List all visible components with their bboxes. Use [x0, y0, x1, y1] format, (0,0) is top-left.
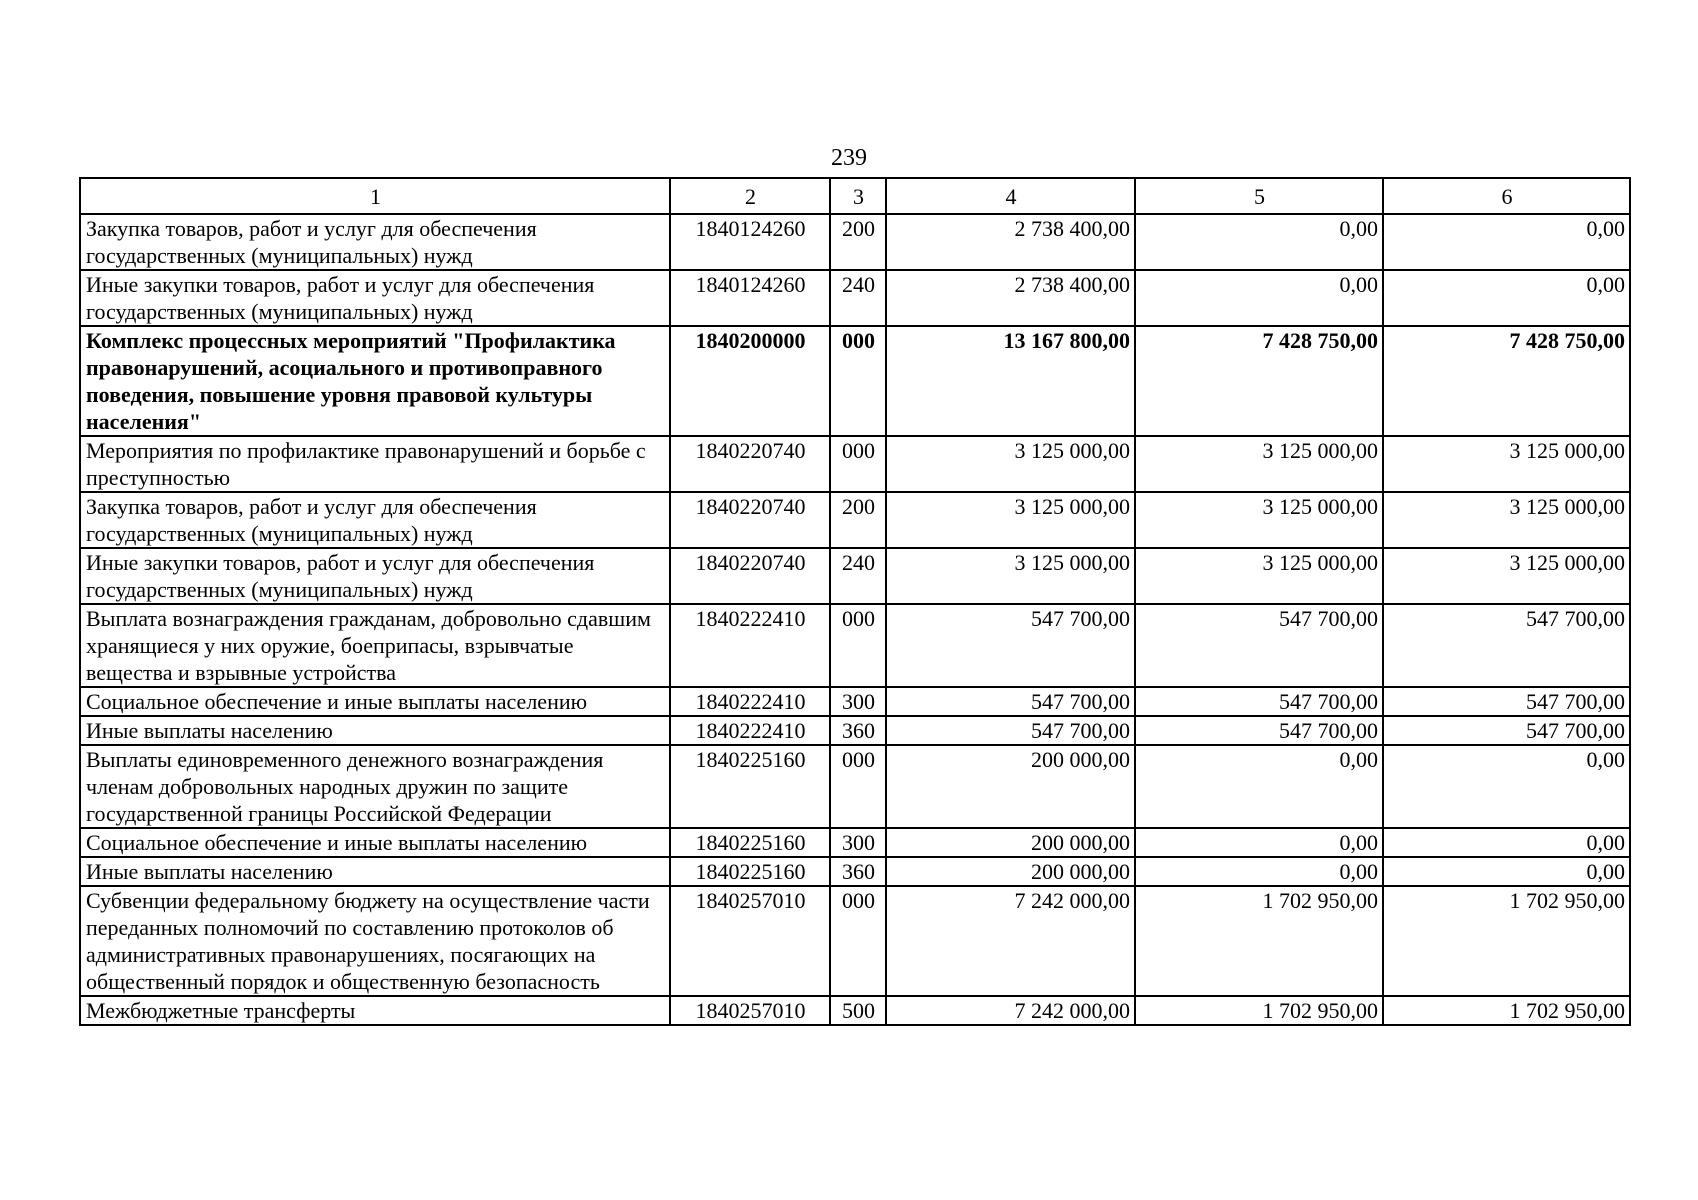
column-header: 2	[670, 178, 830, 214]
row-value-col6: 547 700,00	[1383, 604, 1630, 687]
row-name-cell: Социальное обеспечение и иные выплаты населению	[80, 687, 670, 716]
column-header: 6	[1383, 178, 1630, 214]
column-header: 5	[1135, 178, 1383, 214]
row-value-col4: 547 700,00	[886, 687, 1135, 716]
row-kvr-cell: 000	[830, 436, 886, 492]
row-code-cell: 1840257010	[670, 996, 830, 1025]
row-code-cell: 1840124260	[670, 214, 830, 270]
row-value-col4: 547 700,00	[886, 716, 1135, 745]
table-row	[80, 996, 1630, 1025]
row-value-col5: 1 702 950,00	[1135, 996, 1383, 1025]
row-kvr-cell: 360	[830, 857, 886, 886]
row-value-col5: 0,00	[1135, 857, 1383, 886]
row-code-cell: 1840220740	[670, 548, 830, 604]
row-name-cell: Межбюджетные трансферты	[80, 996, 670, 1025]
row-value-col6: 3 125 000,00	[1383, 492, 1630, 548]
table-row	[80, 270, 1630, 326]
row-value-col5: 547 700,00	[1135, 604, 1383, 687]
row-value-col6: 3 125 000,00	[1383, 548, 1630, 604]
row-name-cell: Социальное обеспечение и иные выплаты населению	[80, 828, 670, 857]
row-name-cell: Мероприятия по профилактике правонарушений и борьбе с преступностью	[80, 436, 670, 492]
row-name-cell: Закупка товаров, работ и услуг для обеспечения государственных (муниципальных) нужд	[80, 492, 670, 548]
row-code-cell: 1840220740	[670, 492, 830, 548]
row-kvr-cell: 240	[830, 270, 886, 326]
row-value-col4: 547 700,00	[886, 604, 1135, 687]
row-name-cell: Иные выплаты населению	[80, 857, 670, 886]
row-kvr-cell: 000	[830, 326, 886, 436]
row-code-cell: 1840225160	[670, 745, 830, 828]
row-value-col5: 3 125 000,00	[1135, 436, 1383, 492]
row-code-cell: 1840222410	[670, 716, 830, 745]
row-value-col4: 3 125 000,00	[886, 548, 1135, 604]
row-value-col4: 2 738 400,00	[886, 270, 1135, 326]
row-value-col4: 200 000,00	[886, 828, 1135, 857]
row-code-cell: 1840222410	[670, 687, 830, 716]
row-value-col5: 0,00	[1135, 270, 1383, 326]
row-value-col6: 0,00	[1383, 857, 1630, 886]
row-value-col6: 1 702 950,00	[1383, 996, 1630, 1025]
row-kvr-cell: 360	[830, 716, 886, 745]
row-value-col6: 7 428 750,00	[1383, 326, 1630, 436]
table-row	[80, 436, 1630, 492]
row-kvr-cell: 000	[830, 886, 886, 996]
table-row	[80, 604, 1630, 687]
row-value-col4: 13 167 800,00	[886, 326, 1135, 436]
row-kvr-cell: 000	[830, 604, 886, 687]
row-value-col5: 0,00	[1135, 745, 1383, 828]
row-kvr-cell: 200	[830, 214, 886, 270]
row-value-col6: 547 700,00	[1383, 687, 1630, 716]
row-code-cell: 1840200000	[670, 326, 830, 436]
row-kvr-cell: 300	[830, 828, 886, 857]
column-header: 3	[830, 178, 886, 214]
column-header: 4	[886, 178, 1135, 214]
row-kvr-cell: 500	[830, 996, 886, 1025]
table-row	[80, 716, 1630, 745]
row-value-col6: 0,00	[1383, 270, 1630, 326]
table-body	[80, 214, 1630, 1025]
row-name-cell: Закупка товаров, работ и услуг для обеспечения государственных (муниципальных) нужд	[80, 214, 670, 270]
table-row	[80, 548, 1630, 604]
row-value-col5: 7 428 750,00	[1135, 326, 1383, 436]
table-row	[80, 857, 1630, 886]
row-kvr-cell: 240	[830, 548, 886, 604]
row-code-cell: 1840225160	[670, 857, 830, 886]
row-name-cell: Субвенции федеральному бюджету на осуществление части переданных полномочий по составлению протоколов об административных правонарушениях, посягающих на общественный порядок и общественную безопасность	[80, 886, 670, 996]
row-value-col5: 3 125 000,00	[1135, 492, 1383, 548]
table-row	[80, 214, 1630, 270]
row-value-col4: 3 125 000,00	[886, 492, 1135, 548]
table-row	[80, 886, 1630, 996]
row-value-col6: 0,00	[1383, 745, 1630, 828]
table-row	[80, 492, 1630, 548]
row-value-col5: 3 125 000,00	[1135, 548, 1383, 604]
row-name-cell: Выплаты единовременного денежного вознаграждения членам добровольных народных дружин по защите государственной границы Российской Федерации	[80, 745, 670, 828]
budget-table	[79, 177, 1631, 1026]
row-value-col4: 7 242 000,00	[886, 996, 1135, 1025]
row-code-cell: 1840225160	[670, 828, 830, 857]
table-row	[80, 828, 1630, 857]
row-name-cell: Комплекс процессных мероприятий "Профилактика правонарушений, асоциального и противоправного поведения, повышение уровня правовой культуры населения"	[80, 326, 670, 436]
table-row	[80, 687, 1630, 716]
row-code-cell: 1840124260	[670, 270, 830, 326]
row-value-col4: 7 242 000,00	[886, 886, 1135, 996]
row-value-col6: 1 702 950,00	[1383, 886, 1630, 996]
row-value-col5: 0,00	[1135, 214, 1383, 270]
row-name-cell: Иные закупки товаров, работ и услуг для обеспечения государственных (муниципальных) нужд	[80, 270, 670, 326]
row-kvr-cell: 300	[830, 687, 886, 716]
row-value-col5: 0,00	[1135, 828, 1383, 857]
row-value-col5: 547 700,00	[1135, 716, 1383, 745]
column-header: 1	[80, 178, 670, 214]
row-value-col4: 2 738 400,00	[886, 214, 1135, 270]
row-value-col4: 3 125 000,00	[886, 436, 1135, 492]
row-code-cell: 1840220740	[670, 436, 830, 492]
row-name-cell: Иные выплаты населению	[80, 716, 670, 745]
row-code-cell: 1840257010	[670, 886, 830, 996]
row-value-col4: 200 000,00	[886, 857, 1135, 886]
page-number: 239	[831, 145, 867, 171]
row-value-col6: 3 125 000,00	[1383, 436, 1630, 492]
table-row	[80, 326, 1630, 436]
row-kvr-cell: 200	[830, 492, 886, 548]
row-value-col6: 0,00	[1383, 214, 1630, 270]
table-row	[80, 745, 1630, 828]
row-kvr-cell: 000	[830, 745, 886, 828]
row-name-cell: Иные закупки товаров, работ и услуг для обеспечения государственных (муниципальных) нужд	[80, 548, 670, 604]
row-code-cell: 1840222410	[670, 604, 830, 687]
table-header-row	[80, 178, 1630, 214]
row-value-col6: 0,00	[1383, 828, 1630, 857]
row-value-col6: 547 700,00	[1383, 716, 1630, 745]
row-value-col4: 200 000,00	[886, 745, 1135, 828]
row-value-col5: 1 702 950,00	[1135, 886, 1383, 996]
row-name-cell: Выплата вознаграждения гражданам, добровольно сдавшим хранящиеся у них оружие, боеприпасы, взрывчатые вещества и взрывные устройства	[80, 604, 670, 687]
row-value-col5: 547 700,00	[1135, 687, 1383, 716]
